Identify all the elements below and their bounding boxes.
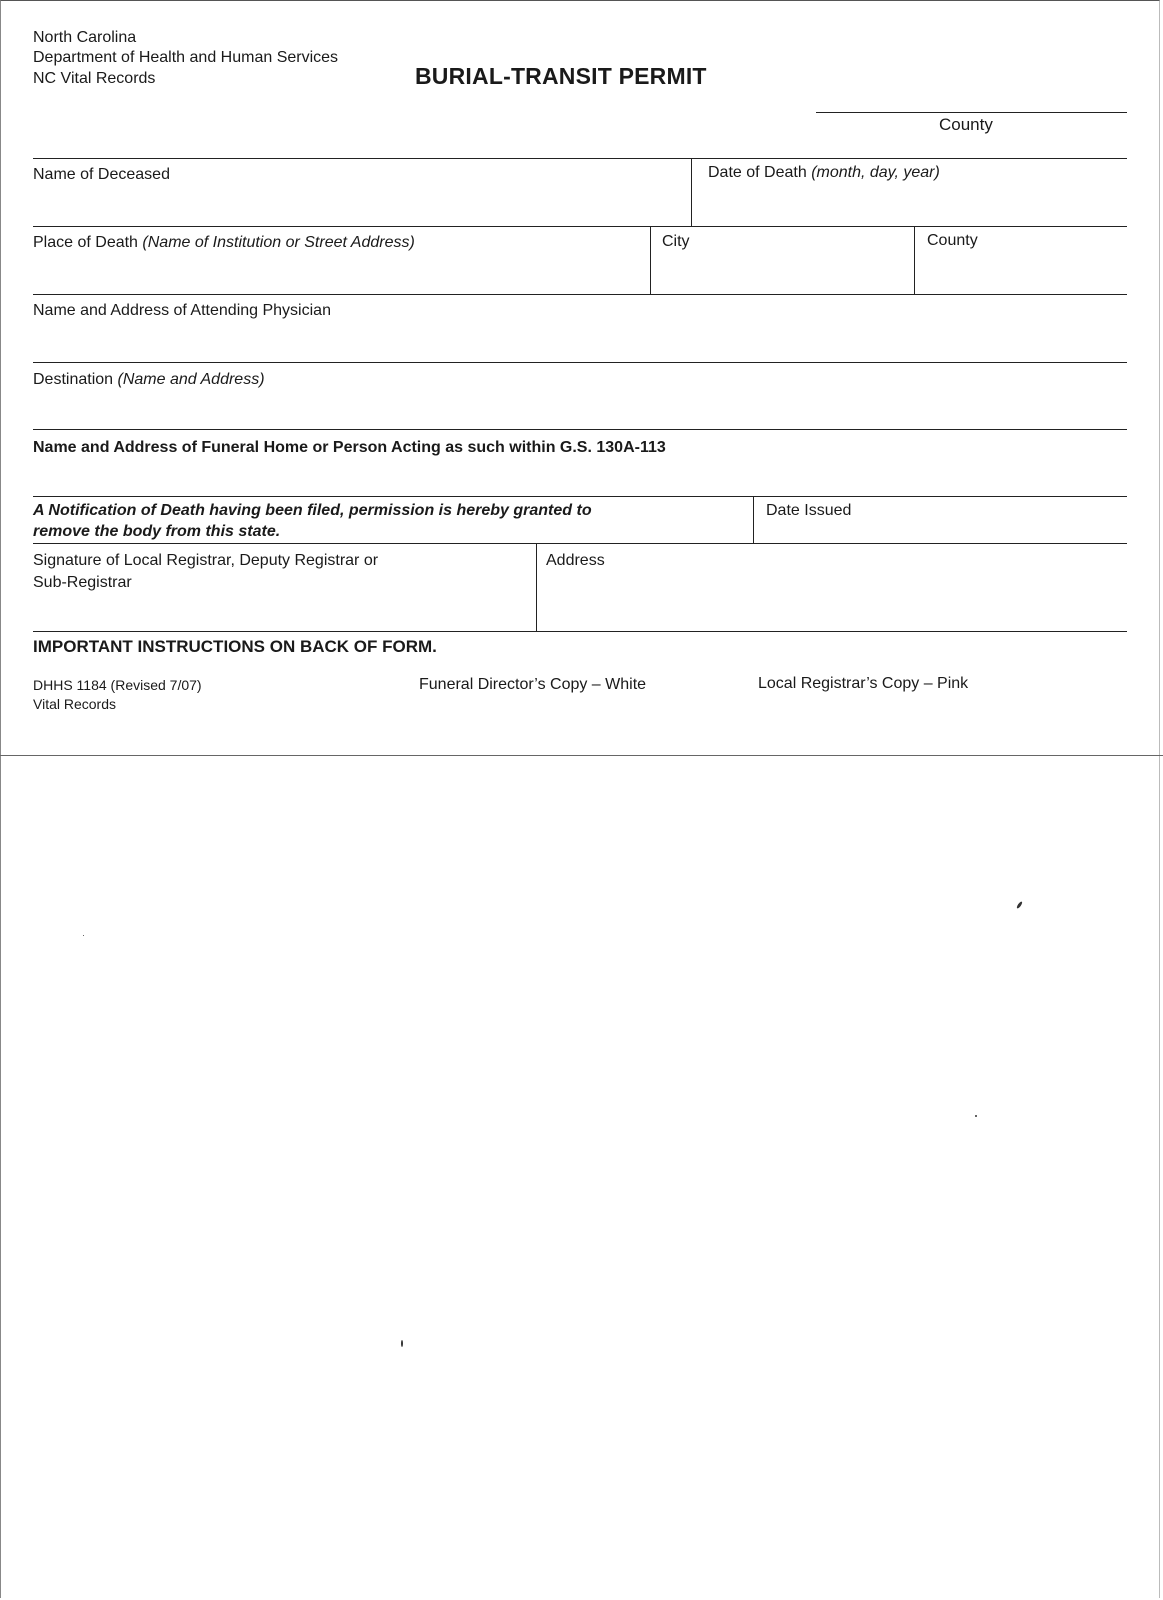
form-title: BURIAL-TRANSIT PERMIT bbox=[415, 63, 707, 89]
place-of-death-label: Place of Death (Name of Institution or Street Address) bbox=[33, 234, 415, 251]
tear-off-separator bbox=[0, 755, 1163, 756]
agency-office: NC Vital Records bbox=[33, 70, 156, 87]
row6-divider bbox=[753, 496, 754, 543]
form-department: Vital Records bbox=[33, 696, 117, 712]
city-field[interactable] bbox=[652, 227, 912, 294]
destination-label: Destination (Name and Address) bbox=[33, 371, 265, 388]
signature-label-line1: Signature of Local Registrar, Deputy Registrar or bbox=[33, 552, 379, 569]
address-field[interactable] bbox=[538, 544, 1127, 631]
funeral-home-label: Name and Address of Funeral Home or Person Acting as such within G.S. 130A-113 bbox=[33, 439, 666, 456]
row2-divider-county bbox=[914, 226, 915, 294]
notification-line1: A Notification of Death having been filed, permission is hereby granted to bbox=[33, 502, 592, 519]
scan-speck bbox=[401, 1340, 403, 1347]
form-number: DHHS 1184 (Revised 7/07) bbox=[33, 677, 202, 693]
notification-line2: remove the body from this state. bbox=[33, 523, 281, 540]
county-label: County bbox=[927, 232, 978, 249]
county-header-label: County bbox=[939, 115, 993, 134]
copy-local-registrar: Local Registrar’s Copy – Pink bbox=[758, 675, 969, 692]
address-label: Address bbox=[546, 552, 605, 569]
row7-divider bbox=[536, 543, 537, 631]
agency-department: Department of Health and Human Services bbox=[33, 49, 339, 66]
name-of-deceased-label: Name of Deceased bbox=[33, 166, 170, 183]
signature-label-line2: Sub-Registrar bbox=[33, 574, 132, 591]
row7-bottom-line bbox=[33, 631, 1127, 632]
row1-divider bbox=[691, 158, 692, 226]
date-issued-label: Date Issued bbox=[766, 502, 852, 519]
agency-state: North Carolina bbox=[33, 29, 137, 46]
important-instructions: IMPORTANT INSTRUCTIONS ON BACK OF FORM. bbox=[33, 637, 437, 656]
copy-funeral-director: Funeral Director’s Copy – White bbox=[419, 676, 647, 693]
scan-speck bbox=[83, 935, 84, 936]
row2-divider-city bbox=[650, 226, 651, 294]
attending-physician-label: Name and Address of Attending Physician bbox=[33, 302, 331, 319]
city-label: City bbox=[662, 233, 690, 250]
scan-speck bbox=[975, 1115, 977, 1117]
date-of-death-label: Date of Death (month, day, year) bbox=[708, 164, 940, 181]
